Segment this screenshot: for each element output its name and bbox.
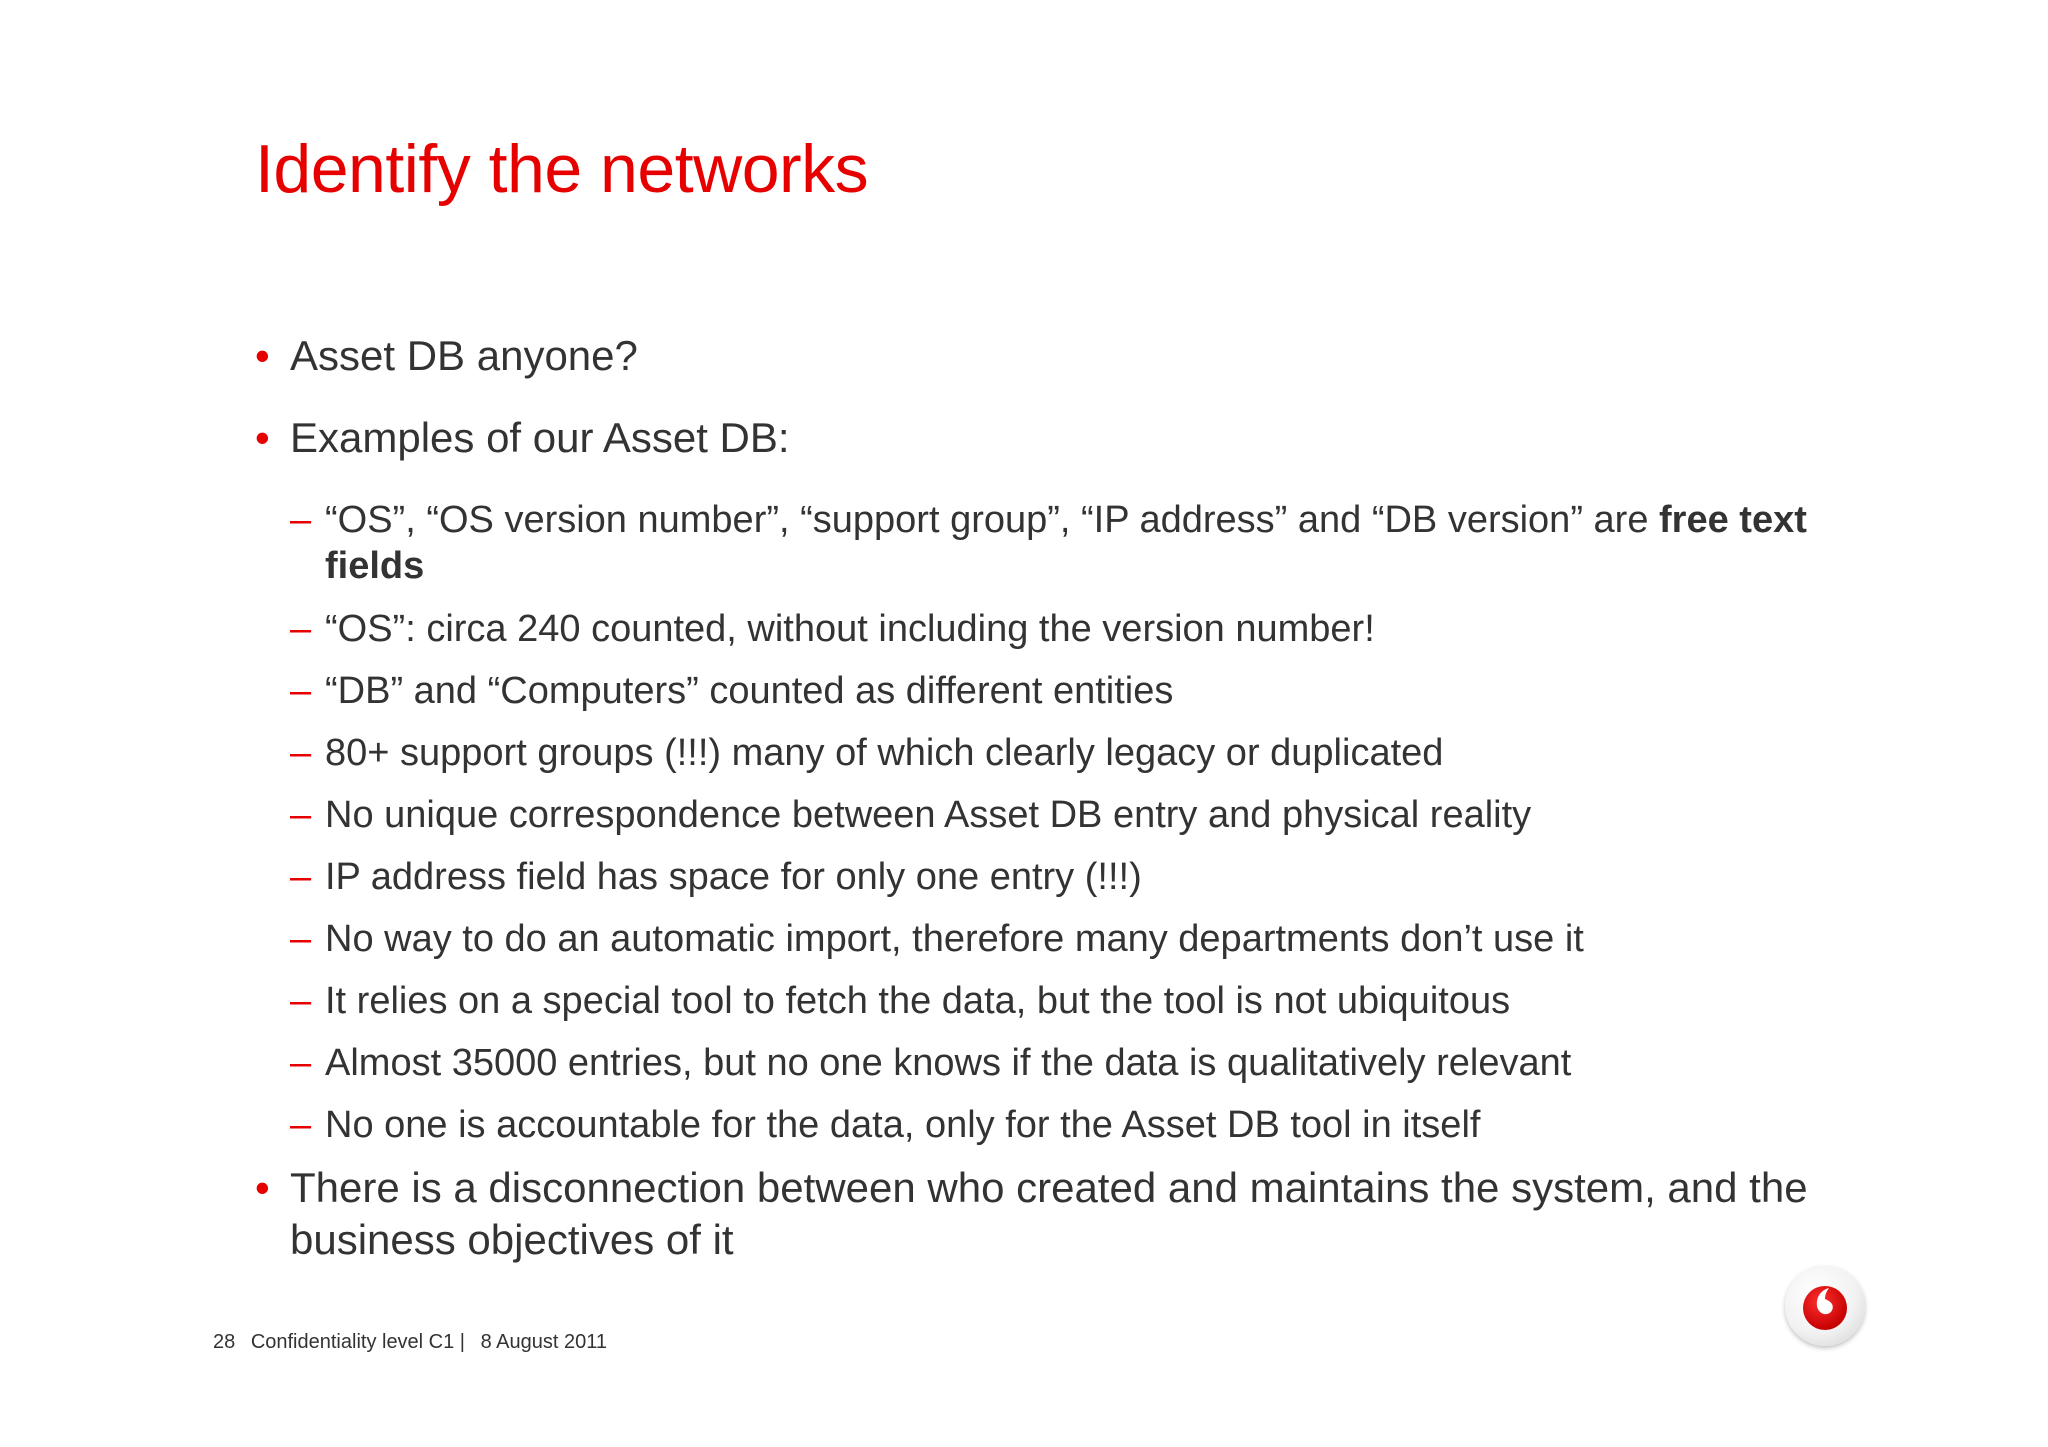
bullet-item [255,412,1815,464]
bullet-text: Asset DB anyone? [290,332,638,379]
bullet-marker: • [255,414,270,461]
sub-item-text: No way to do an automatic import, therefore many departments don’t use it [325,918,1584,960]
sub-item [290,668,1820,714]
vodafone-logo [1785,1266,1865,1346]
sub-item-text: Almost 35000 entries, but no one knows if the data is qualitatively relevant [325,1042,1572,1084]
footer-date: 8 August 2011 [480,1331,607,1353]
dash-marker: – [290,1042,312,1084]
sub-item-text: IP address field has space for only one entry (!!!) [325,856,1142,898]
sub-item-text: No one is accountable for the data, only for the Asset DB tool in itself [325,1104,1481,1146]
dash-marker: – [290,856,312,898]
bullet-marker: • [255,332,270,379]
sub-item-text: 80+ support groups (!!!) many of which clearly legacy or duplicated [325,732,1444,774]
sub-item [290,916,1820,962]
bullet-text: Examples of our Asset DB: [290,414,790,461]
bullet-item [255,330,1815,382]
sub-item [290,978,1820,1024]
confidentiality-label: Confidentiality level C1 | [250,1331,466,1353]
dash-marker: – [290,732,312,774]
dash-marker: – [290,918,312,960]
sub-item [290,1102,1820,1148]
sub-item-text: No unique correspondence between Asset DB entry and physical reality [325,794,1532,836]
dash-marker: – [290,670,312,712]
dash-marker: – [290,794,312,836]
dash-marker: – [290,499,312,541]
sub-item [290,497,1820,589]
bullet-item [255,1162,1815,1266]
sub-item-text: “OS”: circa 240 counted, without including the version number! [325,608,1375,650]
sub-item [290,792,1820,838]
sub-item-text: It relies on a special tool to fetch the data, but the tool is not ubiquitous [325,980,1511,1022]
slide-footer [213,1331,617,1354]
sub-item [290,730,1820,776]
page-number: 28 [213,1331,236,1353]
sub-item [290,1040,1820,1086]
sub-item-text: “OS”, “OS version number”, “support group”, “IP address” and “DB version” are [325,499,1660,541]
sub-item-bold-text: free text fields [325,499,1807,587]
bullet-text: There is a disconnection between who created and maintains the system, and the business objectives of it [290,1164,1808,1263]
sub-item [290,854,1820,900]
dash-marker: – [290,1104,312,1146]
slide-title: Identify the networks [255,131,869,207]
bullet-marker: • [255,1164,270,1211]
dash-marker: – [290,980,312,1022]
dash-marker: – [290,608,312,650]
vodafone-speechmark-icon [1785,1266,1865,1346]
sub-item-text: “DB” and “Computers” counted as different entities [325,670,1174,712]
sub-item [290,606,1820,652]
